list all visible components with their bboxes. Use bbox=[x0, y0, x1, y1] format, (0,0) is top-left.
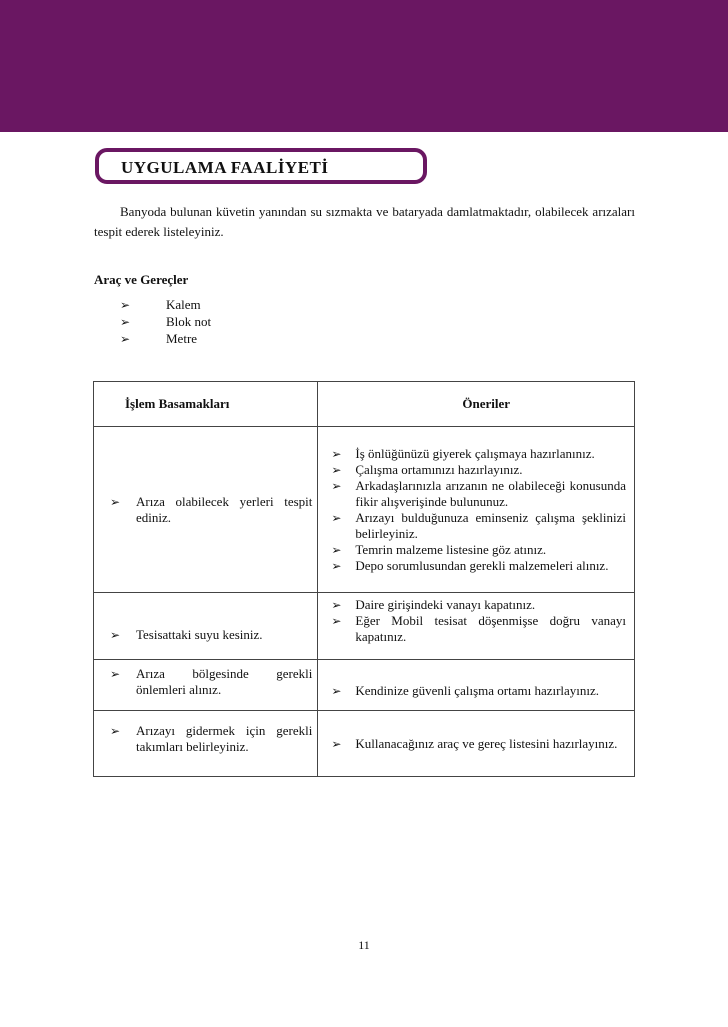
arrow-bullet-icon: ➢ bbox=[331, 558, 342, 573]
page-number: 11 bbox=[358, 938, 370, 952]
list-item: ➢ Arızayı bulduğunuza eminseniz çalışma şeklinizi belirleyiniz. bbox=[331, 509, 626, 541]
arrow-bullet-icon: ➢ bbox=[331, 736, 342, 751]
table-row bbox=[94, 593, 635, 660]
tools-list bbox=[120, 296, 211, 347]
step-cell: ➢ Tesisattaki suyu kesiniz. bbox=[110, 627, 263, 642]
list-item: ➢ Daire girişindeki vanayı kapatınız. bbox=[331, 597, 536, 612]
list-item: ➢ Kalem bbox=[120, 297, 201, 312]
arrow-bullet-icon: ➢ bbox=[331, 542, 342, 557]
list-item: ➢ İş önlüğünüzü giyerek çalışmaya hazırlanınız. bbox=[331, 445, 595, 461]
page-title: UYGULAMA FAALİYETİ bbox=[121, 158, 329, 177]
table-row bbox=[94, 711, 635, 777]
header-suggestions: Öneriler bbox=[318, 382, 635, 427]
header-steps: İşlem Basamakları bbox=[94, 382, 318, 427]
arrow-bullet-icon: ➢ bbox=[331, 478, 342, 493]
arrow-bullet-icon: ➢ bbox=[331, 614, 342, 628]
header-band bbox=[0, 0, 728, 132]
suggestions-cell bbox=[318, 667, 634, 703]
arrow-bullet-icon: ➢ bbox=[120, 298, 131, 312]
arrow-bullet-icon: ➢ bbox=[331, 462, 342, 477]
list-item: ➢ Metre bbox=[120, 331, 198, 346]
arrow-bullet-icon: ➢ bbox=[331, 510, 342, 525]
tools-heading: Araç ve Gereçler bbox=[94, 272, 189, 287]
suggestions-cell bbox=[318, 593, 634, 659]
title-box bbox=[95, 148, 427, 184]
arrow-bullet-icon: ➢ bbox=[110, 628, 121, 642]
intro-text: Banyoda bulunan küvetin yanından su sızmakta ve bataryada damlatmaktadır, olabilecek arızaları tespit ederek listeleyiniz. bbox=[94, 204, 635, 239]
list-item: ➢ Çalışma ortamınızı hazırlayınız. bbox=[331, 461, 523, 477]
arrow-bullet-icon: ➢ bbox=[120, 332, 131, 346]
arrow-bullet-icon: ➢ bbox=[110, 667, 121, 681]
arrow-bullet-icon: ➢ bbox=[331, 684, 342, 698]
list-item: ➢ Eğer Mobil tesisat döşenmişse doğru vanayı kapatınız. bbox=[331, 613, 626, 644]
suggestions-cell bbox=[318, 442, 634, 578]
list-item: ➢ Depo sorumlusundan gerekli malzemeleri alınız. bbox=[331, 557, 609, 573]
arrow-bullet-icon: ➢ bbox=[110, 494, 121, 509]
steps-table bbox=[93, 381, 635, 777]
step-cell: ➢ Arızayı gidermek için gerekli takımları belirleyiniz. bbox=[110, 722, 313, 754]
list-item: ➢ Kullanacağınız araç ve gereç listesini hazırlayınız. bbox=[331, 735, 618, 751]
table-row bbox=[94, 427, 635, 593]
list-item: ➢ Blok not bbox=[120, 314, 212, 329]
list-item: ➢ Temrin malzeme listesine göz atınız. bbox=[331, 541, 547, 557]
table-header-row bbox=[94, 382, 635, 427]
arrow-bullet-icon: ➢ bbox=[331, 446, 342, 461]
step-cell: ➢ Arıza olabilecek yerleri tespit ediniz. bbox=[110, 493, 313, 525]
suggestions-cell bbox=[318, 732, 634, 756]
arrow-bullet-icon: ➢ bbox=[110, 723, 121, 738]
list-item: ➢ Arkadaşlarınızla arızanın ne olabileceği konusunda fikir alışverişinde bulununuz. bbox=[331, 477, 626, 509]
table-row bbox=[94, 660, 635, 711]
step-cell: ➢ Arıza bölgesinde gerekli önlemleri alınız. bbox=[110, 666, 313, 697]
list-item: ➢ Kendinize güvenli çalışma ortamı hazırlayınız. bbox=[331, 683, 600, 698]
intro-paragraph bbox=[94, 202, 635, 242]
arrow-bullet-icon: ➢ bbox=[120, 315, 131, 329]
arrow-bullet-icon: ➢ bbox=[331, 598, 342, 612]
